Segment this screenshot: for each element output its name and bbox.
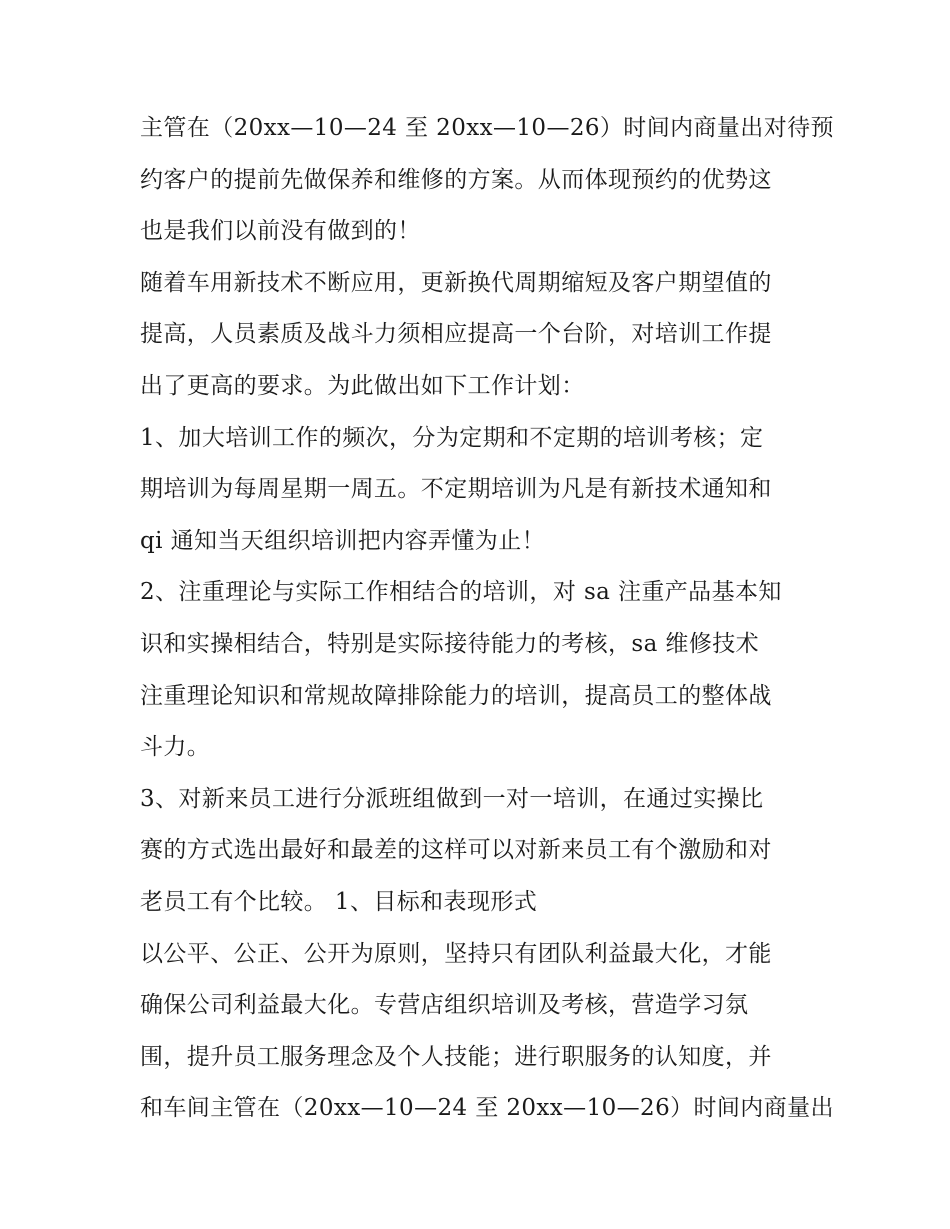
text-line: 1、加大培训工作的频次，分为定期和不定期的培训考核；定: [140, 424, 764, 451]
text-line: 3、对新来员工进行分派班组做到一对一培训，在通过实操比: [140, 785, 764, 812]
text-line: 识和实操相结合，特别是实际接待能力的考核，sa 维修技术: [140, 630, 760, 657]
text-line: 斗力。: [140, 734, 211, 761]
text-line: 老员工有个比较。 1、目标和表现形式: [140, 888, 538, 915]
text-line: qi 通知当天组织培训把内容弄懂为止！: [140, 527, 545, 554]
text-line: 也是我们以前没有做到的！: [140, 218, 421, 245]
text-line: 出了更高的要求。为此做出如下工作计划：: [140, 372, 585, 399]
text-line: 围，提升员工服务理念及个人技能；进行职服务的认知度，并: [140, 1043, 772, 1070]
text-line: 期培训为每周星期一周五。不定期培训为凡是有新技术通知和: [140, 476, 772, 503]
text-line: 确保公司利益最大化。专营店组织培训及考核，营造学习氛: [140, 992, 749, 1019]
text-line: 约客户的提前先做保养和维修的方案。从而体现预约的优势这: [140, 166, 772, 193]
text-line: 以公平、公正、公开为原则，坚持只有团队利益最大化，才能: [140, 940, 772, 967]
text-line: 提高，人员素质及战斗力须相应提高一个台阶，对培训工作提: [140, 321, 772, 348]
document-body: [140, 103, 834, 1135]
text-line: 主管在（20xx—10—24 至 20xx—10—26）时间内商量出对待预: [140, 115, 834, 141]
text-line: 随着车用新技术不断应用，更新换代周期缩短及客户期望值的: [140, 269, 772, 296]
text-line: 2、注重理论与实际工作相结合的培训，对 sa 注重产品基本知: [140, 579, 782, 606]
text-line: 注重理论知识和常规故障排除能力的培训，提高员工的整体战: [140, 682, 772, 709]
text-line: 和车间主管在（20xx—10—24 至 20xx—10—26）时间内商量出: [140, 1095, 834, 1122]
text-line: 赛的方式选出最好和最差的这样可以对新来员工有个激励和对: [140, 837, 772, 864]
